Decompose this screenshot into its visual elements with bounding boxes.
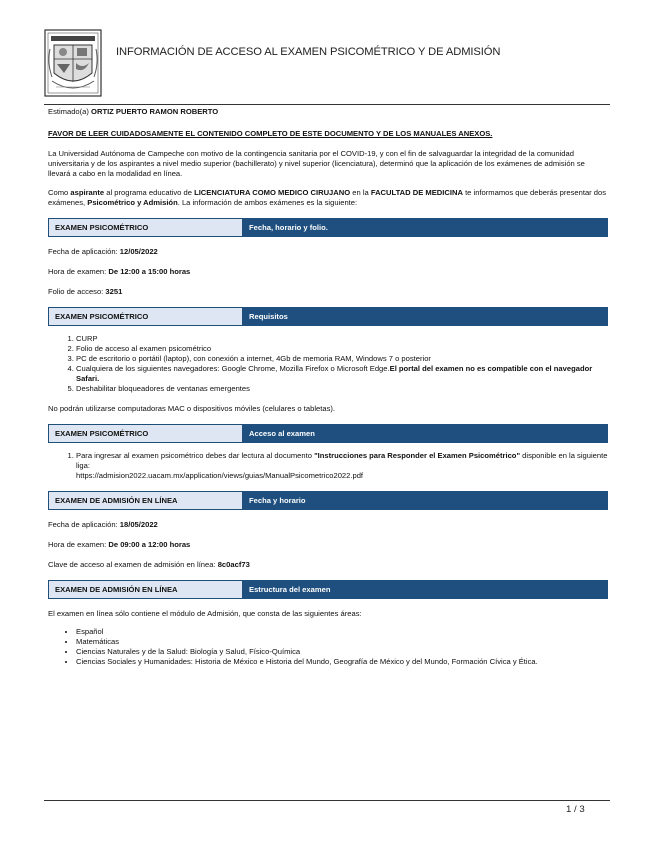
faculty-name: FACULTAD DE MEDICINA — [370, 188, 463, 198]
field-value: 18/05/2022 — [119, 520, 158, 530]
section-header-psico-schedule — [48, 218, 608, 237]
program-text: te informamos que deberás presentar dos exámenes, — [48, 188, 607, 208]
section-header-admission-schedule — [48, 491, 608, 510]
psico-date — [48, 247, 608, 257]
program-name: LICENCIATURA COMO MEDICO CIRUJANO — [194, 188, 351, 198]
list-item — [76, 364, 608, 384]
manual-name: "Instrucciones para Responder el Examen Psicométrico" — [314, 451, 521, 461]
section-header-right: Estructura del examen — [243, 580, 608, 599]
document-title: INFORMACIÓN DE ACCESO AL EXAMEN PSICOMÉTRICO Y DE ADMISIÓN — [116, 46, 501, 58]
header-divider — [44, 104, 610, 105]
manual-link[interactable]: https://admision2022.uacam.mx/application/views/guias/ManualPsicometrico2022.pdf — [76, 471, 364, 481]
structure-intro: El examen en línea sólo contiene el módulo de Admisión, que consta de las siguientes áreas: — [48, 609, 362, 619]
access-list — [48, 451, 608, 481]
document-body — [48, 107, 608, 667]
field-label: Hora de examen: — [48, 540, 109, 550]
admission-date — [48, 520, 608, 530]
areas-list — [48, 627, 608, 667]
section-header-left: EXAMEN PSICOMÉTRICO — [48, 307, 243, 326]
section-header-psico-requirements — [48, 307, 608, 326]
document-header — [44, 29, 610, 103]
program-text: Como — [48, 188, 71, 198]
program-bold: aspirante — [70, 188, 105, 198]
footer-divider — [44, 800, 610, 801]
section-header-admission-structure — [48, 580, 608, 599]
field-value: De 12:00 a 15:00 horas — [108, 267, 191, 277]
field-value: 12/05/2022 — [119, 247, 158, 257]
greeting — [48, 107, 608, 117]
page-number: 1 / 3 — [566, 804, 585, 815]
list-item: • Español — [76, 627, 608, 637]
list-item-text: Cualquiera de los siguientes navegadores: Google Chrome, Mozilla Firefox o Microsoft Edge. — [76, 364, 390, 374]
program-paragraph — [48, 188, 608, 208]
read-notice: FAVOR DE LEER CUIDADOSAMENTE EL CONTENIDO COMPLETO DE ESTE DOCUMENTO Y DE LOS MANUALES ANEXOS. — [48, 129, 493, 139]
section-header-left: EXAMEN DE ADMISIÓN EN LÍNEA — [48, 580, 243, 599]
program-text: al programa educativo de — [104, 188, 195, 198]
device-note: No podrán utilizarse computadoras MAC o dispositivos móviles (celulares o tabletas). — [48, 404, 336, 414]
field-label: Fecha de aplicación: — [48, 520, 120, 530]
intro-paragraph: La Universidad Autónoma de Campeche con motivo de la contingencia sanitaria por el COVID-19, y con el fin de salvaguardar la integridad de la comunidad universitaria y de los aspirantes a nivel medio superior (bachillerato) y nivel superior (licenciatura), determinó que la aplicación de los exámenes de admisión se llevará a cabo en la modalidad en línea. — [48, 149, 585, 179]
field-value: 3251 — [105, 287, 123, 297]
list-item: 1. CURP — [76, 334, 608, 344]
field-label: Clave de acceso al examen de admisión en línea: — [48, 560, 218, 570]
university-seal-icon — [44, 29, 102, 97]
section-header-left: EXAMEN PSICOMÉTRICO — [48, 218, 243, 237]
list-item: • Ciencias Sociales y Humanidades: Historia de México e Historia del Mundo, Geografía de México y del Mundo, Formación Cívica y Ética. — [76, 657, 608, 667]
requirements-list — [48, 334, 608, 394]
list-item: • Ciencias Naturales y de la Salud: Biología y Salud, Físico-Química — [76, 647, 608, 657]
field-label: Hora de examen: — [48, 267, 109, 277]
list-item-text: disponible en la siguiente liga: — [76, 451, 608, 471]
section-header-left: EXAMEN PSICOMÉTRICO — [48, 424, 243, 443]
list-item — [76, 451, 608, 481]
list-item: 3. PC de escritorio o portátil (laptop), con conexión a internet, 4Gb de memoria RAM, Windows 7 o posterior — [76, 354, 608, 364]
section-header-right: Fecha y horario — [243, 491, 608, 510]
exam-names: Psicométrico y Admisión — [87, 198, 178, 208]
admission-key — [48, 560, 608, 570]
field-label: Fecha de aplicación: — [48, 247, 120, 257]
applicant-name: ORTIZ PUERTO RAMON ROBERTO — [91, 107, 219, 116]
psico-folio — [48, 287, 608, 297]
section-header-left: EXAMEN DE ADMISIÓN EN LÍNEA — [48, 491, 243, 510]
program-text: . La información de ambos exámenes es la siguiente: — [177, 198, 358, 208]
list-item: 5. Deshabilitar bloqueadores de ventanas emergentes — [76, 384, 608, 394]
program-text: en la — [350, 188, 371, 198]
section-header-right: Fecha, horario y folio. — [243, 218, 608, 237]
psico-time — [48, 267, 608, 277]
section-header-right: Acceso al examen — [243, 424, 608, 443]
list-item-text: Para ingresar al examen psicométrico debes dar lectura al documento — [76, 451, 315, 461]
field-label: Folio de acceso: — [48, 287, 106, 297]
section-header-psico-access — [48, 424, 608, 443]
list-item: • Matemáticas — [76, 637, 608, 647]
list-item-bold: El portal del examen no es compatible con el navegador Safari. — [76, 364, 593, 384]
section-header-right: Requisitos — [243, 307, 608, 326]
field-value: 8c0acf73 — [217, 560, 250, 570]
admission-time — [48, 540, 608, 550]
field-value: De 09:00 a 12:00 horas — [108, 540, 191, 550]
greeting-prefix: Estimado(a) — [48, 107, 92, 116]
list-item: 2. Folio de acceso al examen psicométrico — [76, 344, 608, 354]
